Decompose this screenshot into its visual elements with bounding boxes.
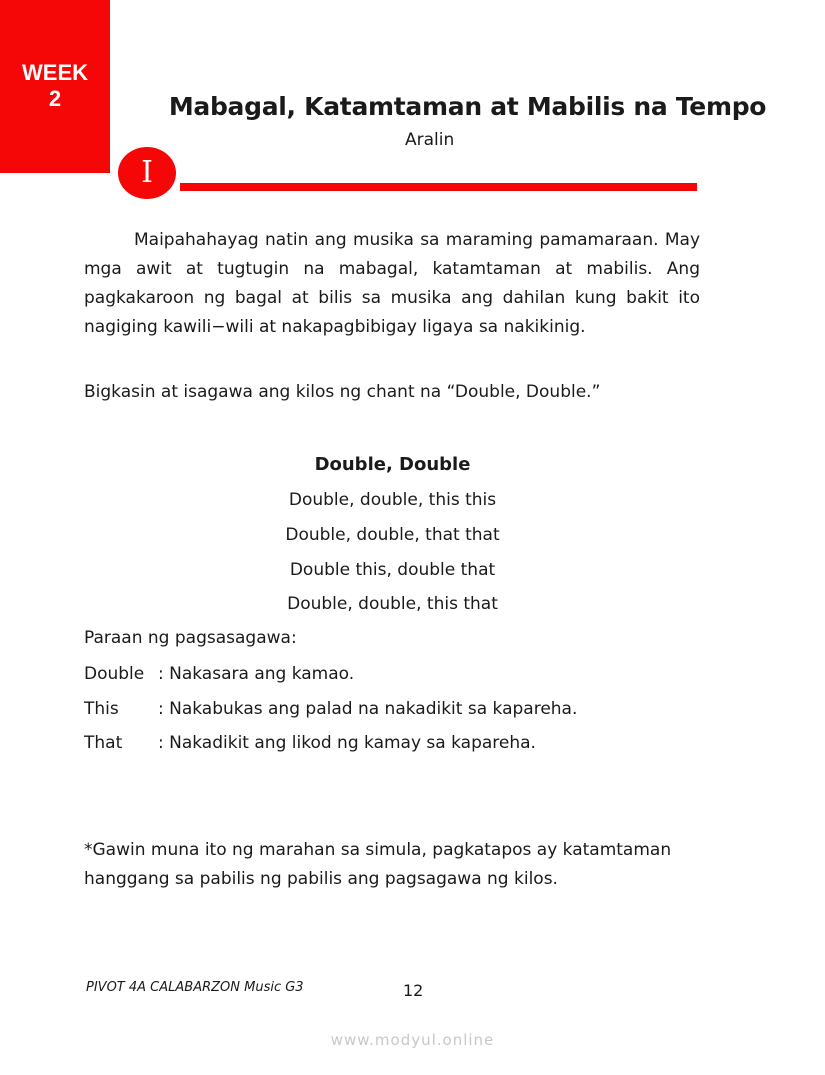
- definition-desc: : Nakasara ang kamao.: [158, 664, 355, 684]
- watermark: www.modyul.online: [330, 1031, 495, 1049]
- definition-term: Double: [84, 664, 145, 684]
- definition-term: That: [84, 733, 123, 753]
- note-paragraph: *Gawin muna ito ng marahan sa simula, pagkatapos ay katamtaman hanggang sa pabilis ng pabilis ang pagsagawa ng kilos.: [84, 840, 672, 889]
- definition-row: [84, 733, 536, 753]
- chant-line: Double, double, that that: [285, 525, 500, 545]
- chant-line: Double, double, this that: [287, 594, 498, 614]
- definition-desc: : Nakadikit ang likod ng kamay sa kapareha.: [158, 733, 536, 753]
- page-title: Mabagal, Katamtaman at Mabilis na Tempo: [168, 92, 767, 121]
- week-label: WEEK: [22, 60, 88, 85]
- instruction-text: Bigkasin at isagawa ang kilos ng chant na “Double, Double.”: [84, 382, 601, 402]
- page-number: 12: [403, 981, 424, 1000]
- subtitle-text: Aralin: [405, 130, 455, 150]
- method-heading: Paraan ng pagsasagawa:: [84, 628, 297, 648]
- intro-paragraph: Maipahahayag natin ang musika sa maraming pamamaraan. May mga awit at tugtugin na mabagal, katamtaman at mabilis. Ang pagkakaroon ng bagal at bilis sa musika ang dahilan kung bakit ito nagiging kawili−wili at nakapagbibigay ligaya sa nakikinig.: [84, 230, 700, 337]
- definition-term: This: [84, 699, 119, 719]
- week-tab: [0, 0, 110, 173]
- definition-desc: : Nakabukas ang palad na nakadikit sa kapareha.: [158, 699, 578, 719]
- section-badge: I: [118, 147, 176, 199]
- chant-title: Double, Double: [314, 454, 471, 475]
- chant-line: Double, double, this this: [288, 490, 497, 510]
- footer-source: PIVOT 4A CALABARZON Music G3: [86, 980, 304, 995]
- definition-row: [84, 664, 354, 684]
- chant-line: Double this, double that: [289, 560, 496, 580]
- definition-row: [84, 699, 577, 719]
- week-number: 2: [48, 86, 62, 111]
- section-divider: [180, 183, 697, 191]
